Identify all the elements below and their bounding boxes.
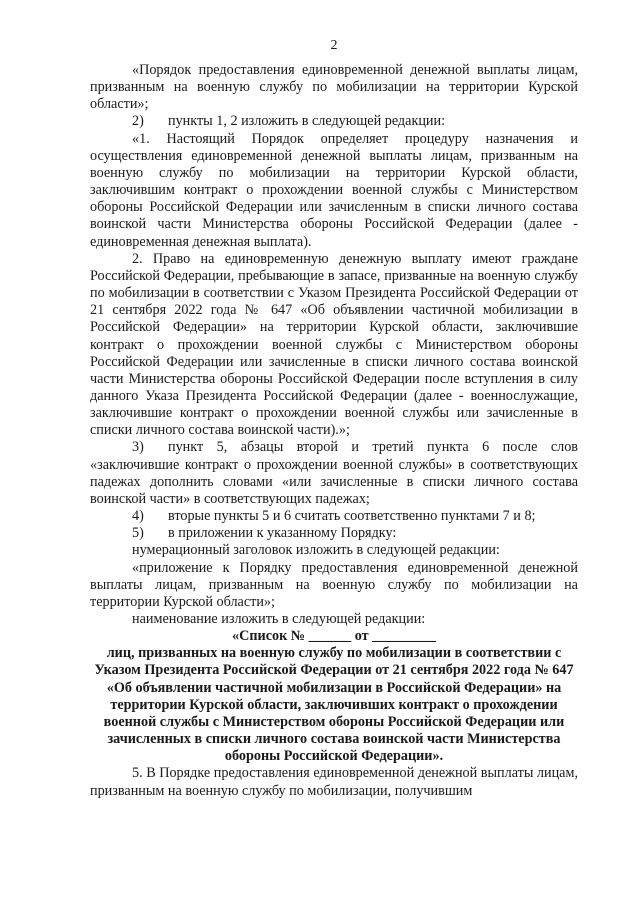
list-text: в приложении к указанному Порядку: (168, 525, 397, 542)
list-heading-body: лиц, призванных на военную службу по мобилизации в соответствии с Указом Президента Российской Федерации от 21 сентября 2022 года № 647 «Об объявлении частичной мобилизации в Российской Федерации» на территории Курской области, заключивших контракт о прохождении военной службы с Министерством обороны Российской Федерации или зачисленных в списки личного состава воинской части Министерства обороны Российской Федерации». (94, 645, 574, 765)
paragraph-order-title: «Порядок предоставления единовременной денежной выплаты лицам, призванным на военную службу по мобилизации на территории Курской области»; (90, 62, 578, 113)
paragraph-clause-5: 5. В Порядке предоставления единовременной денежной выплаты лицам, призванным на военную службу по мобилизации, получившим (90, 765, 578, 799)
paragraph-appendix-title: «приложение к Порядку предоставления единовременной денежной выплаты лицам, призванным на военную службу по мобилизации на территории Курской области»; (90, 559, 578, 610)
list-number: 4) (132, 508, 144, 525)
list-text: вторые пункты 5 и 6 считать соответственно пунктами 7 и 8; (168, 508, 536, 525)
list-number: 2) (132, 113, 144, 130)
list-number: 3) (132, 439, 144, 456)
paragraph-numbering-heading: нумерационный заголовок изложить в следующей редакции: (132, 542, 500, 559)
paragraph-clause-1: «1. Настоящий Порядок определяет процедуру назначения и осуществления единовременной денежной выплаты лицам, призванным на военную службу по мобилизации на территории Курской области, заключившим контракт о прохождении военной службы с Министерством обороны Российской Федерации или зачисленным в списки личного состава воинской части Министерства обороны Российской Федерации (далее - единовременная денежная выплата). (90, 130, 578, 250)
list-item-4 (90, 508, 578, 525)
list-heading-first-line: «Список № ______ от _________ (232, 628, 436, 645)
list-item-5 (90, 525, 578, 542)
list-item-2 (90, 113, 578, 130)
list-item-3 (90, 439, 578, 508)
paragraph-clause-2: 2. Право на единовременную денежную выплату имеют граждане Российской Федерации, пребывающие в запасе, призванные на военную службу по мобилизации в соответствии с Указом Президента Российской Федерации от 21 сентября 2022 года № 647 «Об объявлении частичной мобилизации в Российской Федерации» на территории Курской области, заключившие контракт о прохождении военной службы с Министерством обороны Российской Федерации или зачисленные в списки личного состава воинской части Министерства обороны Российской Федерации после вступления в силу данного Указа Президента Российской Федерации (далее - военнослужащие, заключившие контракт о прохождении военной службы или зачисленные в списки личного состава воинской части).»; (90, 250, 578, 439)
list-text: пункты 1, 2 изложить в следующей редакции: (168, 113, 446, 130)
list-text: пункт 5, абзацы второй и третий пункта 6 после слов «заключившие контракт о прохождении военной службы» в соответствующих падежах дополнить словами «или зачисленные в списки личного состава воинской части» в соответствующих падежах; (90, 439, 578, 507)
paragraph-name-edit: наименование изложить в следующей редакции: (132, 611, 426, 627)
list-number: 5) (132, 525, 144, 542)
page-number: 2 (330, 38, 338, 53)
